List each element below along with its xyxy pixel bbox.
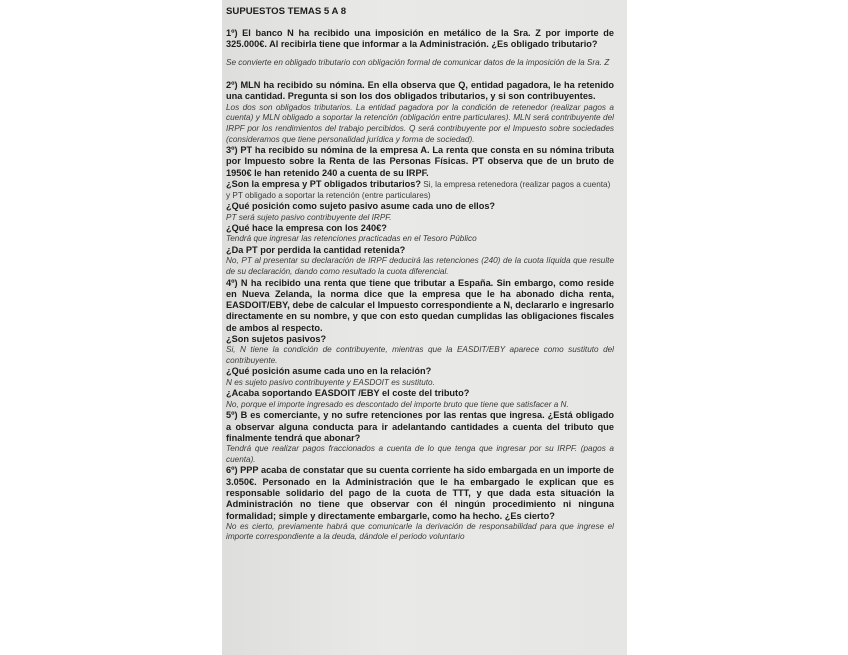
answer-3b: PT será sujeto pasivo contribuyente del IRPF. bbox=[226, 212, 392, 222]
answer-3c: Tendrá que ingresar las retenciones practicadas en el Tesoro Público bbox=[226, 234, 477, 244]
answer-4b: N es sujeto pasivo contribuyente y EASDOIT es sustituto. bbox=[226, 377, 435, 387]
answer-1: Se convierte en obligado tributario con obligación formal de comunicar datos de la imposición de la Sra. Z bbox=[226, 57, 610, 67]
answer-2: Los dos son obligados tributarios. La entidad pagadora por la condición de retenedor (realizar pagos a cuenta) y MLN obligado a soportar la retención (obligación entre particulares). MLN será contribuyente del IRPF por los rendimientos del trabajo percibidos. Q será contribuyente por el Impuesto sobre sociedades (consideramos que tiene personalidad jurídica y forma de sociedad). bbox=[226, 102, 614, 144]
question-1: 1º) El banco N ha recibido una imposición en metálico de la Sra. Z por importe de 325.000€. Al recibirla tiene que informar a la Administración. ¿Es obligado tributario? bbox=[226, 28, 614, 50]
question-6: 6º) PPP acaba de constatar que su cuenta corriente ha sido embargada en un importe de 3.050€. Personado en la Administración que le ha embargado le explican que es responsable solidario del pago de la cuota de TTT, y que dada esta situación la Administración no tiene que observar con él ningún procedimiento ni ninguna formalidad; simple y directamente embargarle, como ha hecho. ¿Es cierto? bbox=[226, 465, 614, 521]
answer-3a: Si, la empresa retenedora (realizar pagos a cuenta) y PT obligado a soportar la retención (entre particulares) bbox=[226, 180, 611, 200]
answer-3d: No, PT al presentar su declaración de IRPF deducirá las retenciones (240) de la cuota líquida que resulte de su declaración, dando como resultado la cuota diferencial. bbox=[226, 256, 614, 276]
question-3d: ¿Da PT por perdida la cantidad retenida? bbox=[226, 245, 406, 256]
question-4c: ¿Acaba soportando EASDOIT /EBY el coste del tributo? bbox=[226, 388, 470, 399]
scanned-page bbox=[222, 0, 627, 655]
page-title: SUPUESTOS TEMAS 5 A 8 bbox=[226, 6, 347, 17]
page-content bbox=[226, 6, 614, 543]
question-3c: ¿Qué hace la empresa con los 240€? bbox=[226, 223, 387, 234]
question-3b: ¿Qué posición como sujeto pasivo asume cada uno de ellos? bbox=[226, 201, 496, 212]
answer-6: No es cierto, previamente habrá que comunicarle la derivación de responsabilidad para que ingrese el importe correspondiente a la deuda, dándole el periodo voluntario bbox=[226, 521, 614, 542]
answer-5: Tendrá que realizar pagos fraccionados a cuenta de lo que tenga que ingresar por su IRPF. (pagos a cuenta). bbox=[226, 444, 614, 464]
question-4a: ¿Son sujetos pasivos? bbox=[226, 333, 327, 344]
question-3a: ¿Son la empresa y PT obligados tributarios? bbox=[226, 179, 422, 190]
question-3a-answer bbox=[226, 179, 614, 201]
question-4b: ¿Qué posición asume cada uno en la relación? bbox=[226, 366, 432, 377]
question-5: 5º) B es comerciante, y no sufre retenciones por las rentas que ingresa. ¿Está obligado a observar alguna conducta para ir adelantando cantidades a cuenta del tributo que finalmente tendrá que abonar? bbox=[226, 410, 614, 443]
answer-4c: No, porque el importe ingresado es descontado del importe bruto que tiene que satisfacer a N. bbox=[226, 399, 569, 409]
answer-4a: Si, N tiene la condición de contribuyente, mientras que la EASDIT/EBY aparece como sustituto del contribuyente. bbox=[226, 345, 614, 365]
question-4: 4º) N ha recibido una renta que tiene que tributar a España. Sin embargo, como reside en Nueva Zelanda, la norma dice que la empresa que le ha abonado dicha renta, EASDOIT/EBY, debe de calcular el Impuesto correspondiente a N, declararlo e ingresarlo directamente en su nombre, y que con esto quedan cumplidas las obligaciones fiscales de ambos al respecto. bbox=[226, 277, 614, 333]
question-2: 2º) MLN ha recibido su nómina. En ella observa que Q, entidad pagadora, le ha retenido una cantidad. Pregunta si son los dos obligados tributarios, y si son contribuyentes. bbox=[226, 80, 614, 102]
question-3: 3º) PT ha recibido su nómina de la empresa A. La renta que consta en su nómina tributa por Impuesto sobre la Renta de las Personas Físicas. PT observa que de un bruto de 1950€ le han retenido 240 a cuenta de su IRPF. bbox=[226, 145, 614, 178]
